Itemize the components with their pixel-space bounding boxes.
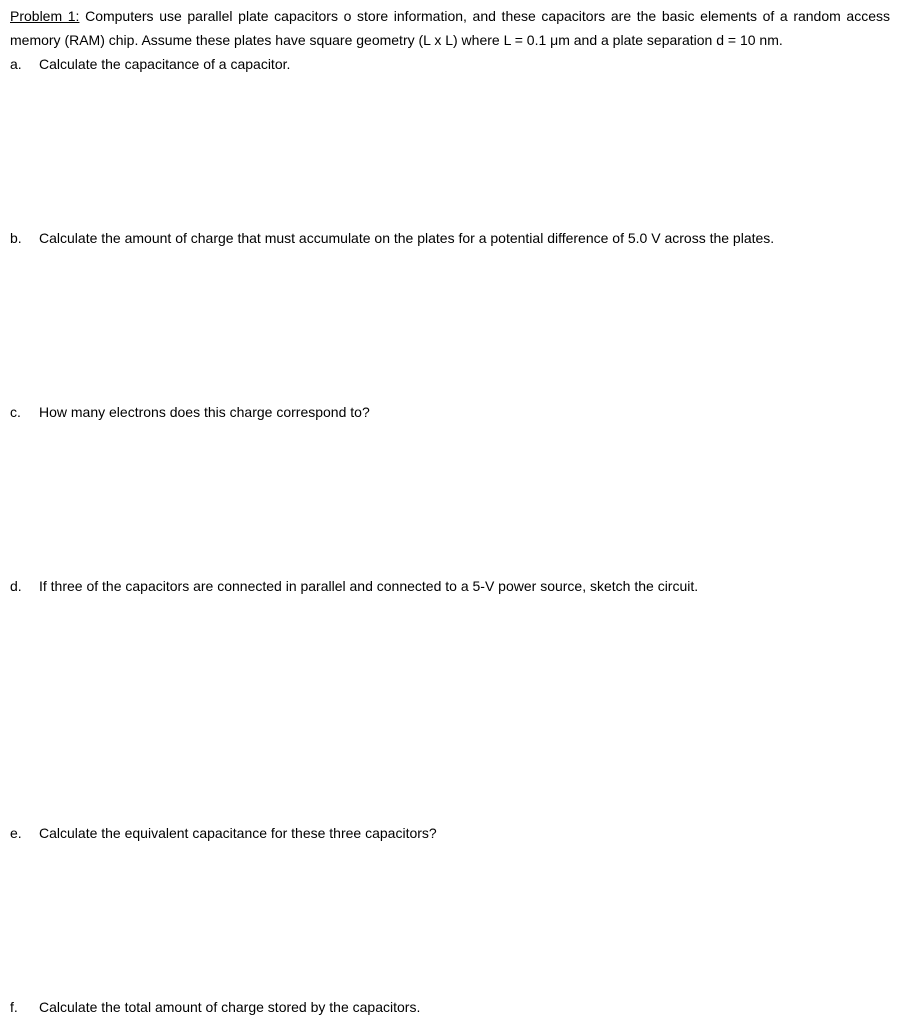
part-text: Calculate the total amount of charge stored by the capacitors. <box>39 999 421 1015</box>
question-part-a <box>10 54 890 74</box>
problem-text: Computers use parallel plate capacitors o store information, and these capacitors are the basic elements of a random access memory (RAM) chip. Assume these plates have square geometry (L x L) where L = 0.1 μm and a plate separation d = 10 nm. <box>10 8 891 48</box>
question-part-d <box>10 576 890 596</box>
problem-label: Problem 1: <box>10 8 80 24</box>
part-text: Calculate the amount of charge that must accumulate on the plates for a potential difference of 5.0 V across the plates. <box>39 230 775 246</box>
part-letter: a. <box>10 56 22 72</box>
question-part-e <box>10 823 890 843</box>
part-text: If three of the capacitors are connected in parallel and connected to a 5-V power source, sketch the circuit. <box>39 578 699 594</box>
part-letter: e. <box>10 825 22 841</box>
part-letter: b. <box>10 230 22 246</box>
question-part-b <box>10 228 890 248</box>
part-letter: d. <box>10 578 22 594</box>
part-letter: f. <box>10 999 18 1015</box>
part-text: How many electrons does this charge correspond to? <box>39 404 370 420</box>
part-letter: c. <box>10 404 21 420</box>
problem-statement <box>10 4 890 52</box>
question-part-f <box>10 997 890 1017</box>
question-part-c <box>10 402 890 422</box>
part-text: Calculate the equivalent capacitance for these three capacitors? <box>39 825 437 841</box>
part-text: Calculate the capacitance of a capacitor. <box>39 56 291 72</box>
